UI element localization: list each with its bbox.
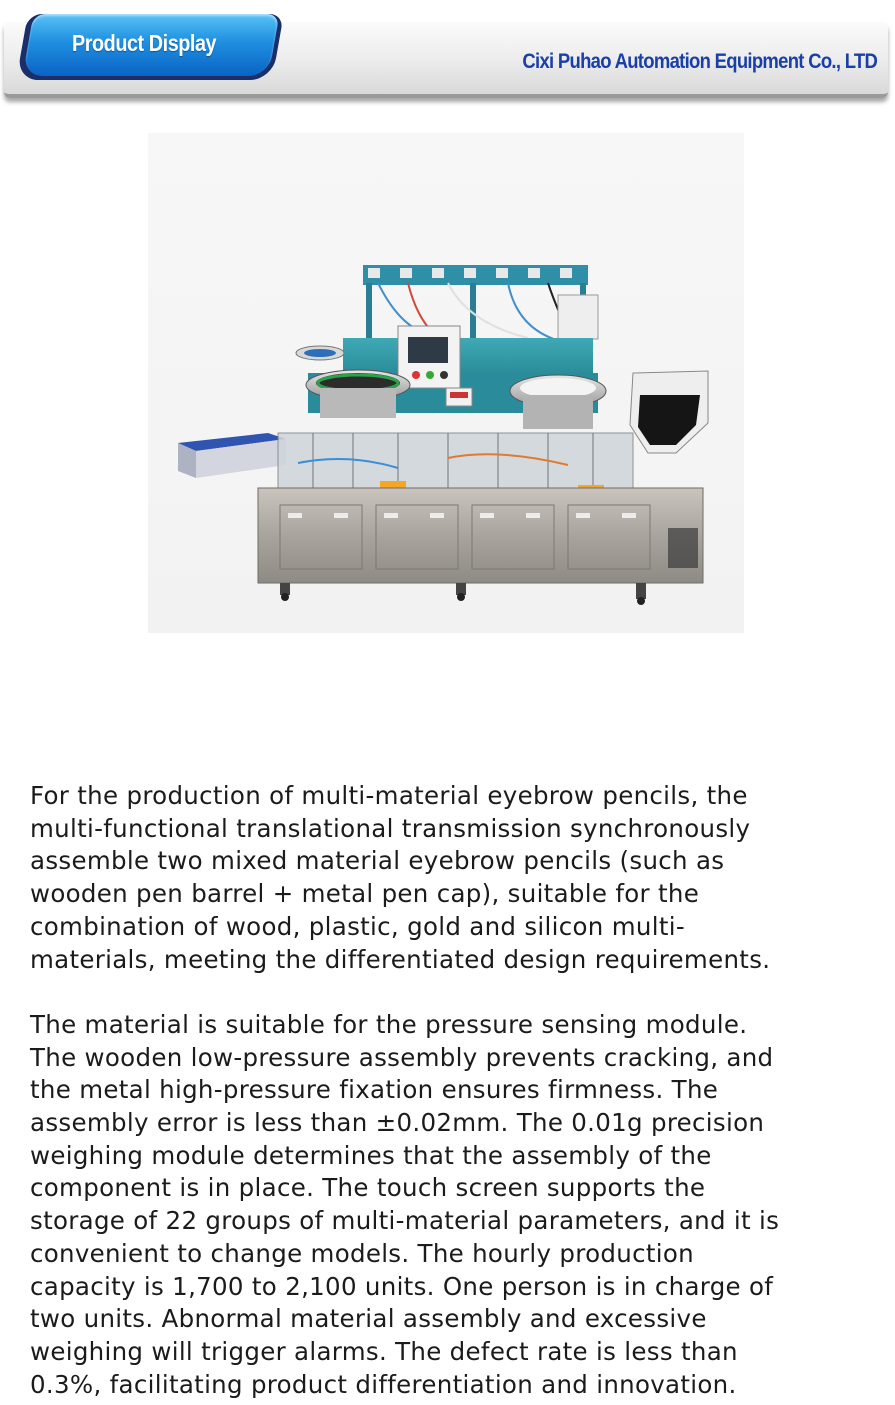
section-title: Product Display: [72, 30, 217, 56]
description-paragraph-2: The material is suitable for the pressure sensing module. The wooden low-pressure assembly prevents cracking, and the metal high-pressure fixation ensures firmness. The assembly error is less than ±0.02mm. The 0.01g precision weighing module determines that the assembly of the component is in place. The touch screen supports the storage of 22 groups of multi-material parameters, and it is convenient to change models. The hourly production capacity is 1,700 to 2,100 units. One person is in charge of two units. Abnormal material assembly and excessive weighing will trigger alarms. The defect rate is less than 0.3%, facilitating product differentiation and innovation.: [30, 1009, 780, 1399]
header-banner: [0, 0, 895, 110]
product-image: [148, 133, 744, 633]
eyebrow-pencil-assembly-machine-icon: [148, 133, 744, 633]
product-description: [30, 780, 875, 1401]
company-name: Cixi Puhao Automation Equipment Co., LTD: [522, 50, 877, 73]
description-paragraph-1: For the production of multi-material eyebrow pencils, the multi-functional translational transmission synchronously assemble two mixed material eyebrow pencils (such as wooden pen barrel + metal pen cap), suitable for the combination of wood, plastic, gold and silicon multi- materials, meeting the differentiated design requirements.: [30, 781, 771, 974]
